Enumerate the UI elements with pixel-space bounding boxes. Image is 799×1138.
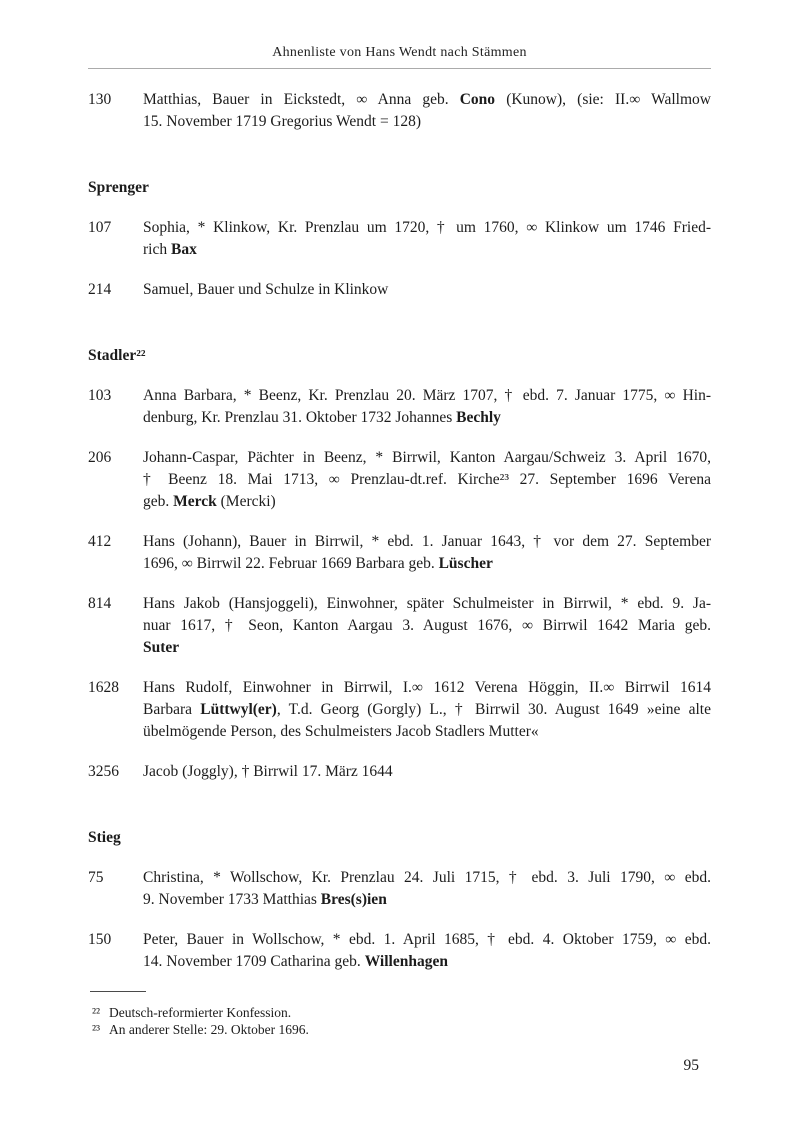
entry-line: Matthias, Bauer in Eickstedt, ∞ Anna geb. Cono (Kunow), (sie: II.∞ Wallmow — [143, 91, 711, 108]
entry-text — [143, 677, 711, 743]
entry-line: Suter — [143, 639, 180, 656]
entry-103 — [88, 385, 711, 429]
entry-line: Barbara Lüttwyl(er), T.d. Georg (Gorgly) L., † Birrwil 30. August 1649 »eine alte — [143, 701, 711, 718]
entry-line: Hans Jakob (Hansjoggeli), Einwohner, später Schulmeister in Birrwil, * ebd. 9. Ja- — [143, 595, 711, 612]
entry-text — [143, 593, 711, 659]
entry-text — [143, 279, 711, 301]
entry-line: Anna Barbara, * Beenz, Kr. Prenzlau 20. März 1707, † ebd. 7. Januar 1775, ∞ Hin- — [143, 387, 711, 404]
entry-number: 75 — [88, 869, 104, 886]
entry-line: Johann-Caspar, Pächter in Beenz, * Birrwil, Kanton Aargau/Schweiz 3. April 1670, — [143, 449, 711, 466]
entry-206 — [88, 447, 711, 513]
entry-1628 — [88, 677, 711, 743]
entry-line: 1696, ∞ Birrwil 22. Februar 1669 Barbara geb. Lüscher — [143, 555, 493, 572]
footnote-23 — [92, 1021, 711, 1038]
entry-text — [143, 217, 711, 261]
entry-line: Peter, Bauer in Wollschow, * ebd. 1. April 1685, † ebd. 4. Oktober 1759, ∞ ebd. — [143, 931, 711, 948]
section-stieg — [88, 827, 711, 973]
entry-text — [143, 447, 711, 513]
section-heading: Stieg — [88, 829, 121, 846]
entry-line: 15. November 1719 Gregorius Wendt = 128) — [143, 113, 421, 130]
entry-line: Samuel, Bauer und Schulze in Klinkow — [143, 281, 389, 298]
entry-line: Christina, * Wollschow, Kr. Prenzlau 24. Juli 1715, † ebd. 3. Juli 1790, ∞ ebd. — [143, 869, 711, 886]
entry-number: 3256 — [88, 763, 119, 780]
footnote-text: An anderer Stelle: 29. Oktober 1696. — [109, 1022, 309, 1037]
entry-107 — [88, 217, 711, 261]
entry-number: 103 — [88, 387, 112, 404]
entry-line: übelmögende Person, des Schulmeisters Jacob Stadlers Mutter« — [143, 723, 539, 740]
section-continuation — [88, 89, 711, 133]
entry-text — [143, 531, 711, 575]
entry-text — [143, 929, 711, 973]
footnote-rule — [90, 991, 146, 992]
entry-line: Jacob (Joggly), † Birrwil 17. März 1644 — [143, 763, 393, 780]
section-heading: Stadler²² — [88, 347, 146, 364]
entry-number: 150 — [88, 931, 112, 948]
entry-line: rich Bax — [143, 241, 197, 258]
footnote-22 — [92, 1004, 711, 1021]
section-heading: Sprenger — [88, 179, 149, 196]
entry-130 — [88, 89, 711, 133]
entry-text — [143, 867, 711, 911]
page-content — [88, 89, 711, 973]
running-header: Ahnenliste von Hans Wendt nach Stämmen — [272, 45, 527, 60]
entry-75 — [88, 867, 711, 911]
entry-number: 814 — [88, 595, 112, 612]
footnote-text: Deutsch-reformierter Konfession. — [109, 1005, 292, 1020]
entry-number: 214 — [88, 281, 112, 298]
entry-text — [143, 89, 711, 133]
footnotes — [88, 991, 711, 1038]
entry-line: 14. November 1709 Catharina geb. Willenhagen — [143, 953, 448, 970]
entry-line: geb. Merck (Mercki) — [143, 493, 276, 510]
entry-214 — [88, 279, 711, 301]
entry-3256 — [88, 761, 711, 783]
entry-number: 107 — [88, 219, 112, 236]
entry-line: Sophia, * Klinkow, Kr. Prenzlau um 1720, † um 1760, ∞ Klinkow um 1746 Fried- — [143, 219, 711, 236]
entry-line: † Beenz 18. Mai 1713, ∞ Prenzlau-dt.ref. Kirche²³ 27. September 1696 Verena — [143, 471, 711, 488]
entry-line: Hans Rudolf, Einwohner in Birrwil, I.∞ 1612 Verena Höggin, II.∞ Birrwil 1614 — [143, 679, 711, 696]
entry-line: 9. November 1733 Matthias Bres(s)ien — [143, 891, 387, 908]
entry-number: 206 — [88, 449, 112, 466]
section-stadler — [88, 345, 711, 783]
footnote-marker: ²³ — [92, 1022, 101, 1037]
entry-412 — [88, 531, 711, 575]
entry-number: 412 — [88, 533, 112, 550]
header-rule — [88, 68, 711, 69]
entry-number: 1628 — [88, 679, 119, 696]
page-number: 95 — [683, 1057, 699, 1074]
entry-150 — [88, 929, 711, 973]
entry-number: 130 — [88, 91, 112, 108]
entry-814 — [88, 593, 711, 659]
section-sprenger — [88, 177, 711, 301]
entry-line: nuar 1617, † Seon, Kanton Aargau 3. August 1676, ∞ Birrwil 1642 Maria geb. — [143, 617, 711, 634]
entry-text — [143, 761, 711, 783]
entry-line: denburg, Kr. Prenzlau 31. Oktober 1732 Johannes Bechly — [143, 409, 501, 426]
entry-text — [143, 385, 711, 429]
footnote-marker: ²² — [92, 1005, 101, 1020]
entry-line: Hans (Johann), Bauer in Birrwil, * ebd. 1. Januar 1643, † vor dem 27. September — [143, 533, 711, 550]
